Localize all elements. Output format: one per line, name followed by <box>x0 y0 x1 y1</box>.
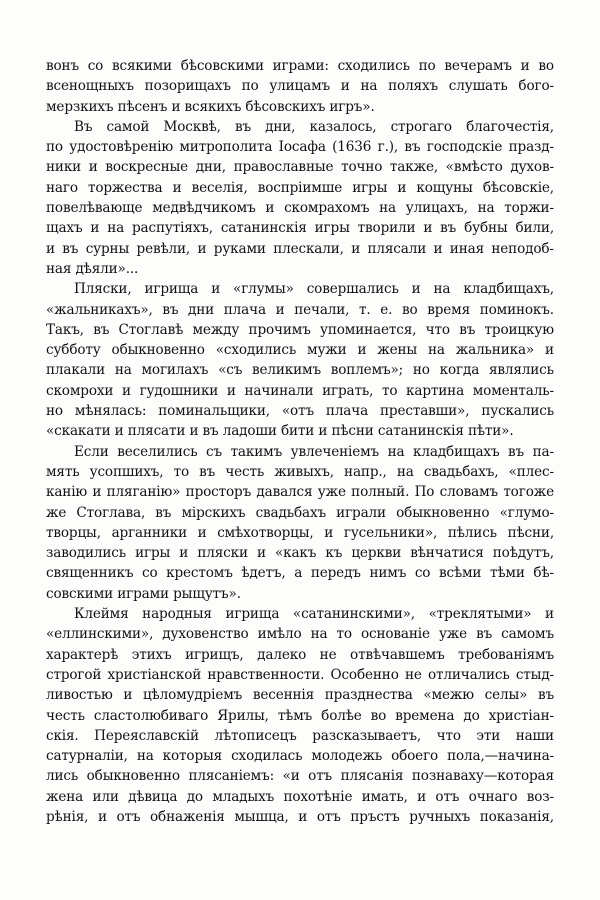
text-line: вонъ со всякими бѣсовскими играми: сходились по вечерамъ и во <box>46 58 554 74</box>
paragraph <box>46 117 554 279</box>
text-line: скія. Переяславскій лѣтописецъ разсказываетъ, что эти наши <box>46 727 554 744</box>
text-line: всенощныхъ позорищахъ по улицамъ и на поляхъ слушать бого- <box>46 78 554 95</box>
text-line: Клеймя народныя игрища «сатанинскими», «треклятыми» и <box>74 606 554 623</box>
text-line: Такъ, въ Стоглавѣ между прочимъ упоминается, что въ троицкую <box>46 321 554 338</box>
text-line: но мѣнялась: поминальщики, «отъ плача преставши», пускались <box>46 403 554 420</box>
text-line: лись обыкновенно плясаніемъ: «и отъ плясанія познаваху—которая <box>46 768 554 785</box>
paragraph <box>46 56 554 117</box>
text-line: Пляски, игрища и «глумы» совершались и на кладбищахъ, <box>74 281 554 298</box>
text-line: же Стоглава, въ мірскихъ свадьбахъ играли обыкновенно «глумо- <box>46 504 554 521</box>
text-line: плакали на могилахъ «съ великимъ воплемъ»; но когда являлись <box>46 362 554 379</box>
text-line: Если веселились съ такимъ увлеченіемъ на кладбищахъ въ па- <box>74 443 554 460</box>
text-line: ники и воскресные дни, православные точно также, «вмѣсто духов- <box>46 159 554 176</box>
text-line: по удостовѣренію митрополита Іосафа (1636 г.), въ господскіе празд- <box>46 139 554 156</box>
text-line: повелѣвающе медвѣдчикомъ и скомрахомъ на улицахъ, на торжи- <box>46 200 554 217</box>
text-line: скомрохи и гудошники и начинали играть, то картина моменталь- <box>46 382 554 399</box>
text-line: сатурналіи, на которыя сходилась молодежь обоего пола,—начина- <box>46 748 554 765</box>
text-line: священникъ со крестомъ ѣдетъ, а передъ нимъ со всѣми тѣми бѣ- <box>46 565 554 582</box>
paragraph <box>46 279 554 441</box>
text-line: Въ самой Москвѣ, въ дни, казалось, строгаго благочестія, <box>74 118 554 135</box>
text-line: канію и пляганію» просторъ давался уже полный. По словамъ тогоже <box>46 484 554 501</box>
text-line: рѣнія, и отъ обнаженія мышца, и отъ пръстъ ручныхъ показанія, <box>46 808 554 825</box>
text-line: мерзкихъ пѣсенъ и всякихъ бѣсовскихъ игръ». <box>46 98 375 115</box>
text-line: «еллинскими», духовенство имѣло на то основаніе уже въ самомъ <box>46 626 554 643</box>
text-line: заводились игры и пляски и «какъ къ церкви вѣнчатися поѣдутъ, <box>46 545 554 562</box>
text-line: и въ сурны ревѣли, и руками плескали, и плясали и иная неподоб- <box>46 240 554 257</box>
text-line: ливостью и цѣломудріемъ весеннія празднества «межю селы» въ <box>46 687 554 704</box>
text-line: ная дѣяли»... <box>46 260 139 277</box>
text-line: «жальникахъ», въ дни плача и печали, т. е. во время поминокъ. <box>46 301 554 318</box>
text-line: «скакати и плясати и въ ладоши бити и пѣсни сатанинскія пѣти». <box>46 423 514 440</box>
text-line: наго торжества и веселія, воспріимше игры и кощуны бѣсовскіе, <box>46 179 554 196</box>
text-line: субботу обыкновенно «сходились мужи и жены на жальника» и <box>46 342 554 359</box>
paragraph <box>46 604 554 827</box>
text-line: мять усопшихъ, то въ честь живыхъ, напр., на свадьбахъ, «плес- <box>46 463 554 480</box>
paragraph <box>46 442 554 604</box>
text-line: характерѣ этихъ игрищъ, далеко не отвѣчавшемъ требованіямъ <box>46 646 554 663</box>
text-line: строгой христіанской нравственности. Особенно не отличались стыд- <box>46 666 554 683</box>
text-line: жена или дѣвица до младыхъ похотѣніе имать, и отъ очнаго воз- <box>46 788 554 805</box>
text-line: совскими играми рыщутъ». <box>46 585 241 602</box>
text-line: творцы, арганники и смѣхотворцы, и гусельники», пѣлись пѣсни, <box>46 524 554 541</box>
text-line: честь сластолюбиваго Ярилы, тѣмъ болѣе во времена до христіан- <box>46 707 554 724</box>
page-text <box>46 56 554 827</box>
text-line: щахъ и на распутіяхъ, сатанинскія игры творили и въ бубны били, <box>46 220 554 237</box>
